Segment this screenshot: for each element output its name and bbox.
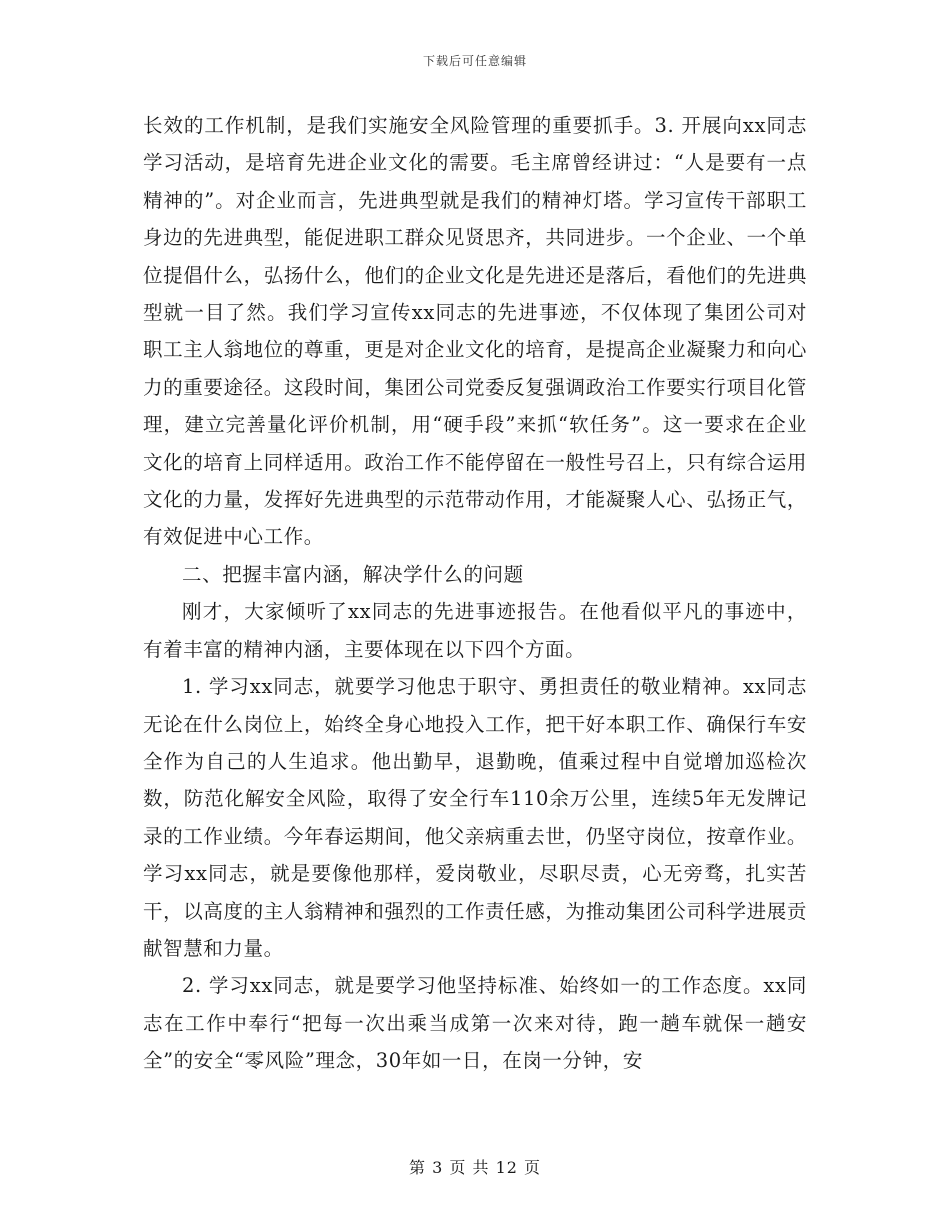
page-suffix: 页 <box>524 1158 542 1177</box>
page-mid: 页 <box>449 1158 467 1177</box>
page-current: 3 <box>432 1158 444 1177</box>
body-text <box>143 107 807 1080</box>
paragraph-point-1: 1. 学习xx同志，就要学习他忠于职守、勇担责任的敬业精神。xx同志无论在什么岗位上，始终全身心地投入工作，把干好本职工作、确保行车安全作为自己的人生追求。他出勤早，退勤晚，值乘过程中自觉增加巡检次数，防范化解安全风险，取得了安全行车110余万公里，连续5年无发牌记录的工作业绩。今年春运期间，他父亲病重去世，仍坚守岗位，按章作业。学习xx同志，就是要像他那样，爱岗敬业，尽职尽责，心无旁骛，扎实苦干，以高度的主人翁精神和强烈的工作责任感，为推动集团公司科学进展贡献智慧和力量。 <box>143 675 807 960</box>
paragraph-point-2: 2. 学习xx同志，就是要学习他坚持标准、始终如一的工作态度。xx同志在工作中奉行“把每一次出乘当成第一次来对待，跑一趟车就保一趟安全”的安全“零风险”理念，30年如一日，在岗一分钟，安 <box>143 974 807 1073</box>
header-note: 下载后可任意编辑 <box>422 54 527 68</box>
page-number-footer <box>0 1155 950 1178</box>
paragraph-continuation: 长效的工作机制，是我们实施安全风险管理的重要抓手。3. 开展向xx同志学习活动，是培育先进企业文化的需要。毛主席曾经讲过：“人是要有一点精神的”。对企业而言，先进典型就是我们的精神灯塔。学习宣传干部职工身边的先进典型，能促进职工群众见贤思齐，共同进步。一个企业、一个单位提倡什么，弘扬什么，他们的企业文化是先进还是落后，看他们的先进典型就一目了然。我们学习宣传xx同志的先进事迹，不仅体现了集团公司对职工主人翁地位的尊重，更是对企业文化的培育，是提高企业凝聚力和向心力的重要途径。这段时间，集团公司党委反复强调政治工作要实行项目化管理，建立完善量化评价机制，用“硬手段”来抓“软任务”。这一要求在企业文化的培育上同样适用。政治工作不能停留在一般性号召上，只有综合运用文化的力量，发挥好先进典型的示范带动作用，才能凝聚人心、弘扬正气，有效促进中心工作。 <box>143 114 807 549</box>
page-prefix: 第 <box>408 1158 426 1177</box>
page-total: 12 <box>495 1158 518 1177</box>
paragraph-intro: 刚才，大家倾听了xx同志的先进事迹报告。在他看似平凡的事迹中，有着丰富的精神内涵，主要体现在以下四个方面。 <box>143 600 807 661</box>
section-heading: 二、把握丰富内涵，解决学什么的问题 <box>182 562 524 586</box>
page-total-prefix: 共 <box>472 1158 490 1177</box>
